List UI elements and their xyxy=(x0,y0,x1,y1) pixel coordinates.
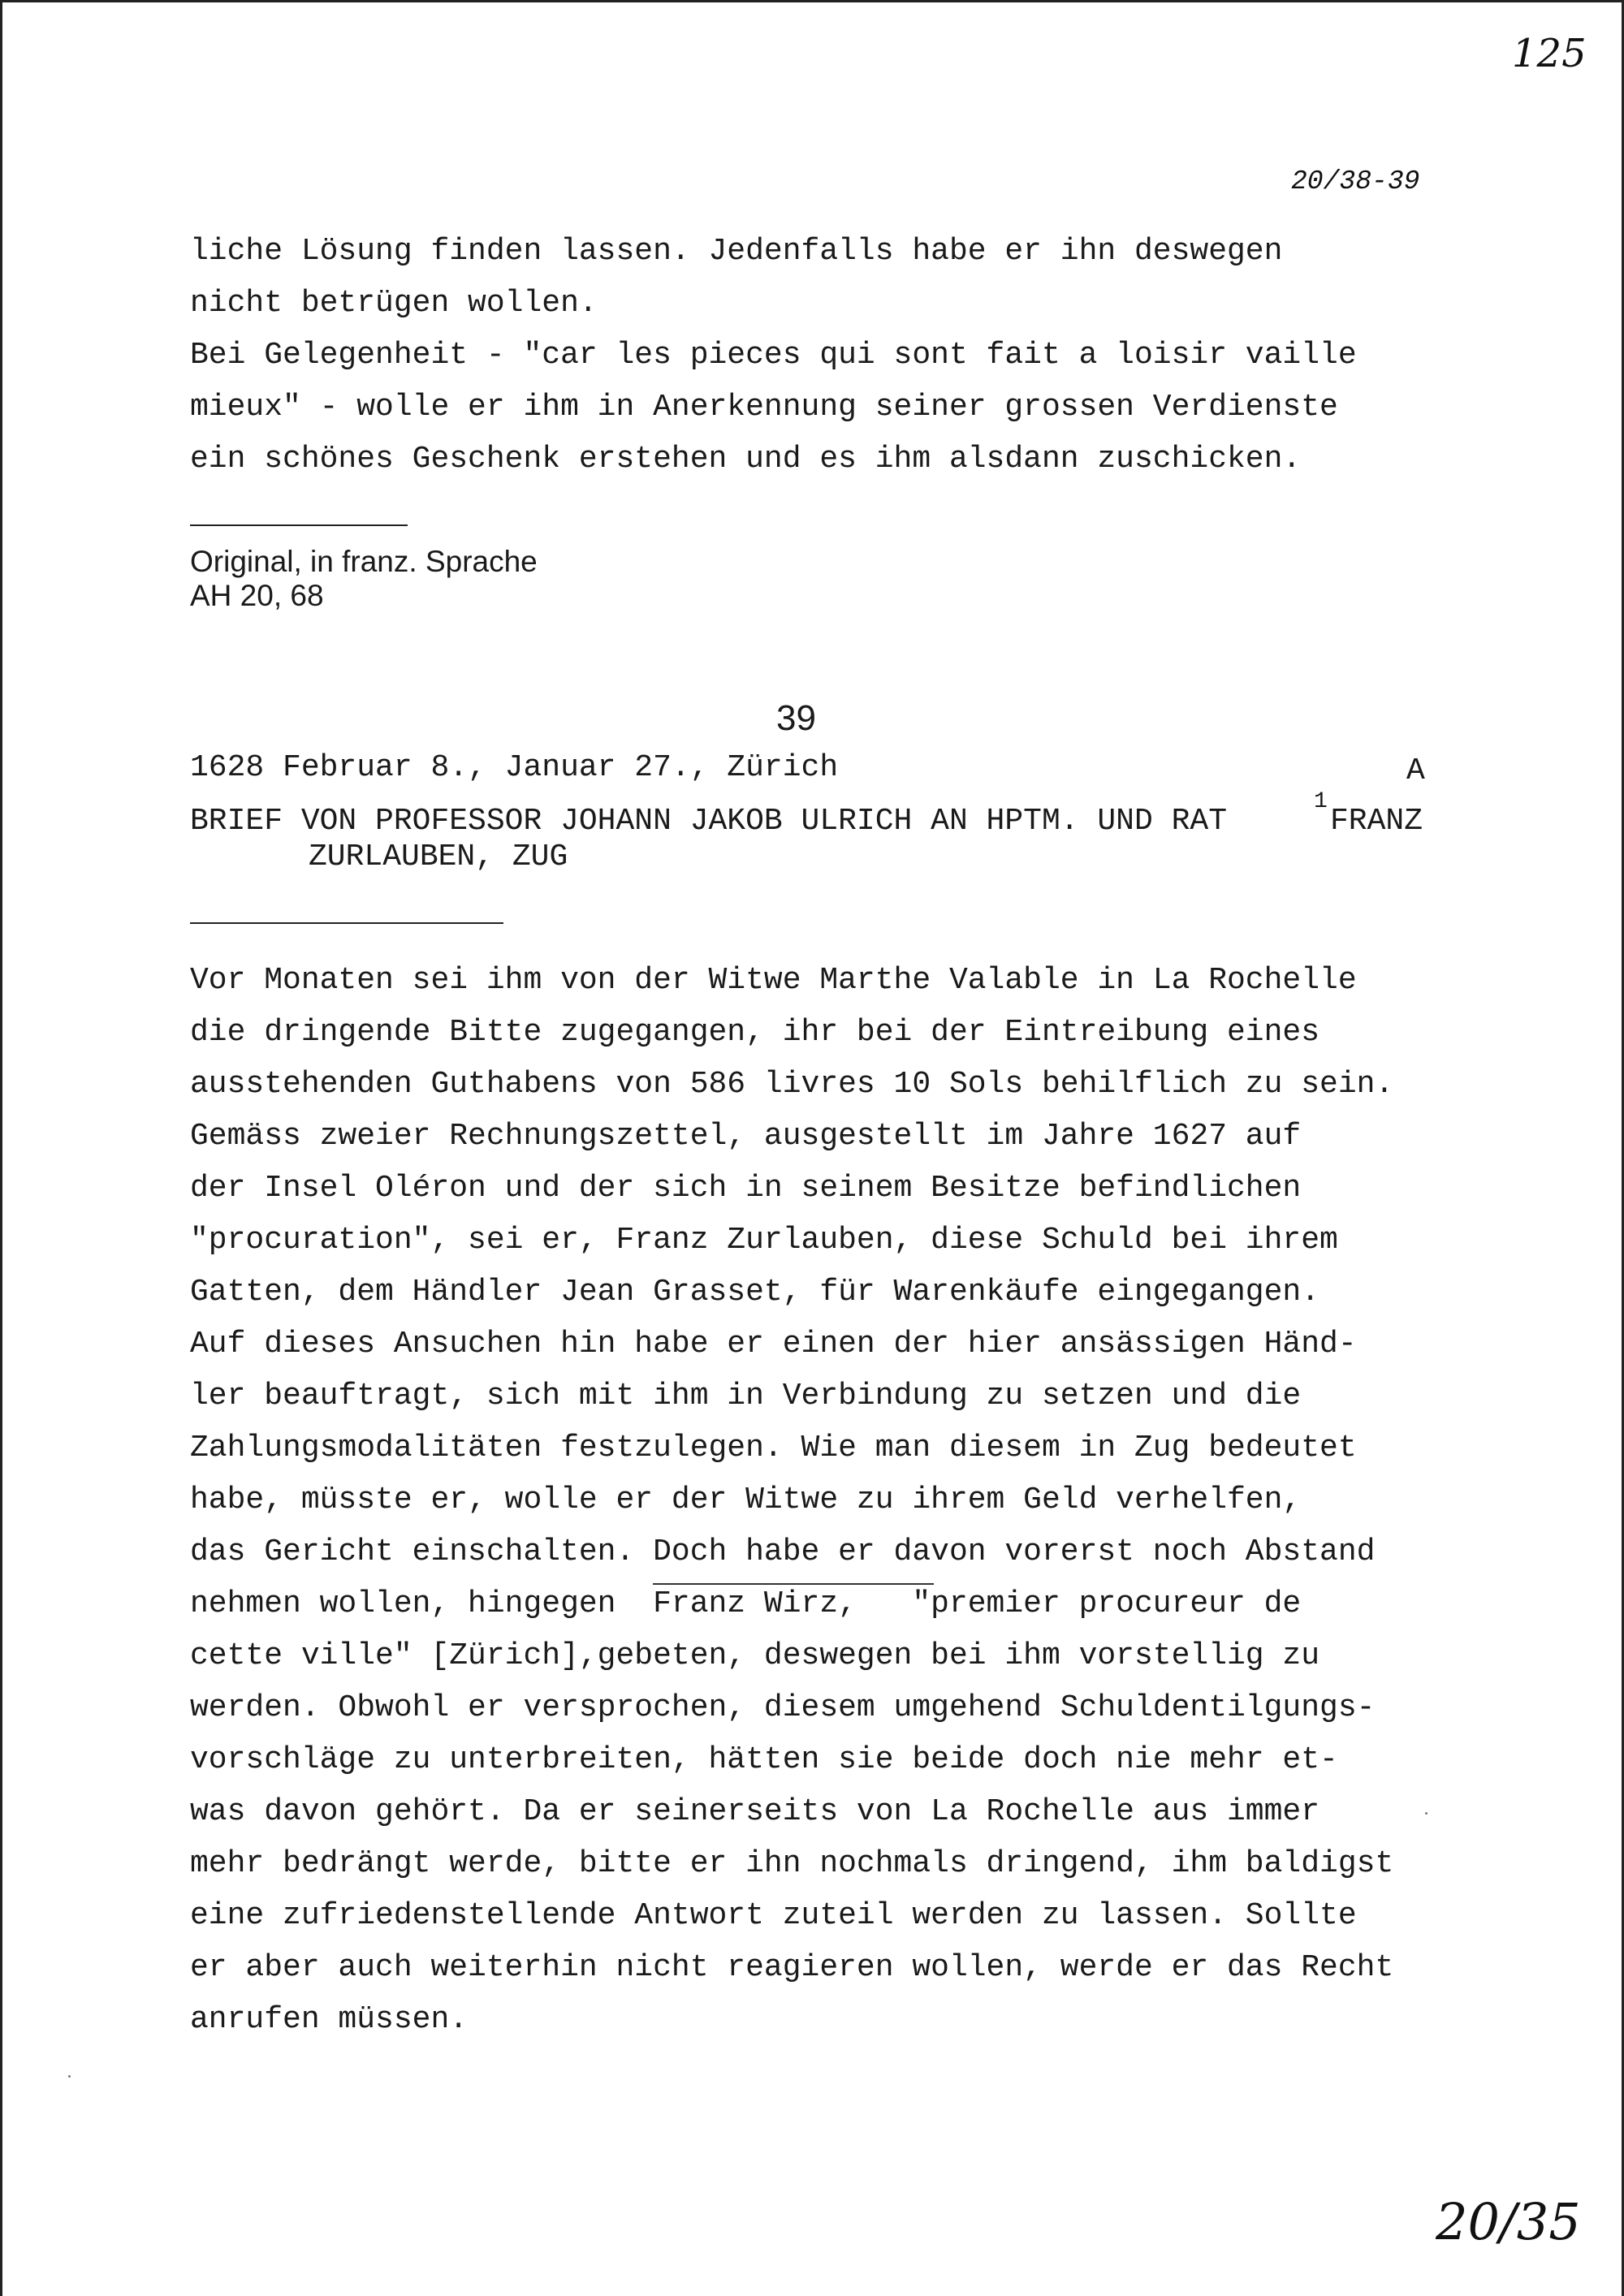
page-border-top xyxy=(0,0,1624,2)
scan-speck xyxy=(68,2075,71,2078)
handwritten-reference: 20/35 xyxy=(1436,2192,1581,2251)
title-rule xyxy=(190,922,503,924)
source-note-language: Original, in franz. Sprache xyxy=(190,545,538,578)
body-line: werden. Obwohl er versprochen, diesem umgehend Schuldentilgungs- xyxy=(190,1690,1376,1725)
body-line: Gatten, dem Händler Jean Grasset, für Warenkäufe eingegangen. xyxy=(190,1275,1320,1310)
page-border-left xyxy=(0,0,2,2296)
document-title-line2: ZURLAUBEN, ZUG xyxy=(309,839,568,874)
footnote-rule xyxy=(190,524,408,526)
pasted-name-overline xyxy=(653,1583,934,1585)
document-category: A xyxy=(1406,753,1425,788)
body-line: das Gericht einschalten. Doch habe er davon vorerst noch Abstand xyxy=(190,1534,1376,1569)
archive-reference: 20/38-39 xyxy=(1291,166,1420,196)
body-line: Zahlungsmodalitäten festzulegen. Wie man diesem in Zug bedeutet xyxy=(190,1431,1357,1465)
continuation-line: mieux" - wolle er ihm in Anerkennung seiner grossen Verdienste xyxy=(190,390,1338,425)
body-line: anrufen müssen. xyxy=(190,2002,469,2037)
body-line: ausstehenden Guthabens von 586 livres 10 Sols behilflich zu sein. xyxy=(190,1067,1394,1102)
body-line: Gemäss zweier Rechnungszettel, ausgestellt im Jahre 1627 auf xyxy=(190,1119,1302,1154)
body-line: nehmen wollen, hingegen Franz Wirz, "premier procureur de xyxy=(190,1586,1302,1621)
body-line: "procuration", sei er, Franz Zurlauben, diese Schuld bei ihrem xyxy=(190,1223,1338,1258)
body-line: ler beauftragt, sich mit ihm in Verbindung zu setzen und die xyxy=(190,1379,1302,1413)
document-title-line1-end: FRANZ xyxy=(1330,804,1423,839)
handwritten-page-number: 125 xyxy=(1512,31,1587,76)
continuation-line: liche Lösung finden lassen. Jedenfalls habe er ihn deswegen xyxy=(190,234,1283,269)
continuation-line: nicht betrügen wollen. xyxy=(190,286,598,321)
document-number: 39 xyxy=(776,698,816,738)
body-line: er aber auch weiterhin nicht reagieren wollen, werde er das Recht xyxy=(190,1950,1394,1985)
source-note-reference: AH 20, 68 xyxy=(190,579,324,612)
body-line: habe, müsste er, wolle er der Witwe zu ihrem Geld verhelfen, xyxy=(190,1482,1302,1517)
body-line: Auf dieses Ansuchen hin habe er einen der hier ansässigen Händ- xyxy=(190,1327,1357,1362)
body-line: Vor Monaten sei ihm von der Witwe Marthe Valable in La Rochelle xyxy=(190,963,1357,998)
footnote-marker: 1 xyxy=(1314,789,1328,814)
body-line: die dringende Bitte zugegangen, ihr bei der Eintreibung eines xyxy=(190,1015,1320,1050)
body-line: cette ville" [Zürich],gebeten, deswegen bei ihm vorstellig zu xyxy=(190,1638,1320,1673)
continuation-line: Bei Gelegenheit - "car les pieces qui sont fait a loisir vaille xyxy=(190,338,1357,373)
document-title-line1: BRIEF VON PROFESSOR JOHANN JAKOB ULRICH AN HPTM. UND RAT xyxy=(190,804,1228,839)
body-line: eine zufriedenstellende Antwort zuteil werden zu lassen. Sollte xyxy=(190,1898,1357,1933)
body-line: der Insel Oléron und der sich in seinem Besitze befindlichen xyxy=(190,1171,1302,1206)
body-line: mehr bedrängt werde, bitte er ihn nochmals dringend, ihm baldigst xyxy=(190,1846,1394,1881)
scan-speck xyxy=(1425,1812,1427,1815)
body-line: vorschläge zu unterbreiten, hätten sie beide doch nie mehr et- xyxy=(190,1742,1338,1777)
document-date-place: 1628 Februar 8., Januar 27., Zürich xyxy=(190,750,839,785)
body-line: was davon gehört. Da er seinerseits von La Rochelle aus immer xyxy=(190,1794,1320,1829)
continuation-line: ein schönes Geschenk erstehen und es ihm alsdann zuschicken. xyxy=(190,442,1302,477)
